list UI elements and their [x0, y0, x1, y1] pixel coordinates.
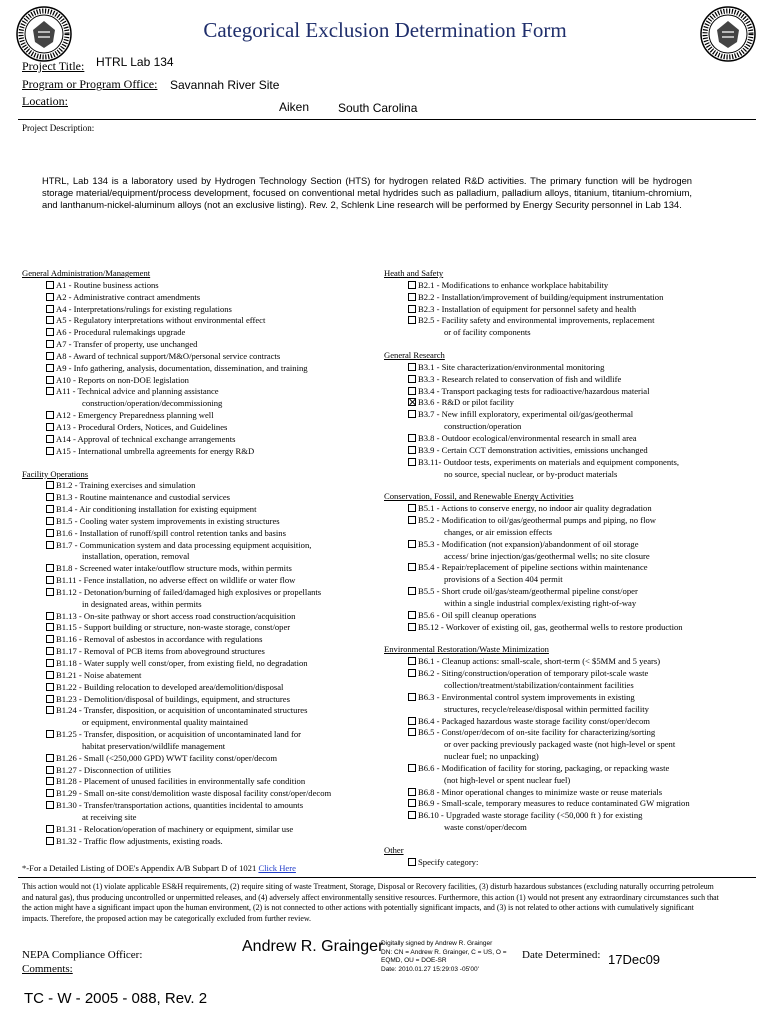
- checkbox-item-b2-3[interactable]: [384, 304, 690, 316]
- checkbox-icon[interactable]: [46, 683, 54, 691]
- checkbox-item-b1-15[interactable]: [22, 622, 331, 634]
- digital-sig-line: EQMD, OU = DOE-SR: [381, 957, 447, 965]
- checkbox-item-b5-1[interactable]: [384, 503, 690, 515]
- checkbox-label: B5.12 - Workover of existing oil, gas, geothermal wells to restore production: [418, 621, 683, 632]
- checkbox-icon[interactable]: [408, 516, 416, 524]
- checkbox-icon[interactable]: [408, 540, 416, 548]
- project-description-label: Project Description:: [22, 123, 95, 133]
- checkbox-icon[interactable]: [408, 458, 416, 466]
- checkbox-label: B3.9 - Certain CCT demonstration activities, emissions unchanged: [418, 444, 648, 455]
- digital-sig-line: Date: 2010.01.27 15:29:03 -05'00': [381, 965, 479, 973]
- checkbox-label: B3.3 - Research related to conservation of fish and wildlife: [418, 373, 622, 384]
- checkbox-item-b1-18[interactable]: [22, 658, 331, 670]
- checkbox-item-b1-32[interactable]: [22, 836, 331, 848]
- digital-sig-line: Digitally signed by Andrew R. Grainger: [381, 940, 493, 947]
- checkbox-icon[interactable]: [46, 777, 54, 785]
- checkbox-label-continuation: habitat preservation/wildlife management: [82, 740, 226, 751]
- checkbox-item-b6-10[interactable]: [384, 810, 690, 822]
- checkbox-icon[interactable]: [408, 563, 416, 571]
- checkbox-icon[interactable]: [46, 481, 54, 489]
- checkbox-item-b3-9[interactable]: [384, 445, 690, 457]
- checkbox-label: B1.5 - Cooling water system improvements in existing structures: [56, 515, 280, 526]
- general-research-list: [384, 362, 690, 480]
- checkbox-icon[interactable]: [46, 281, 54, 289]
- facility-operations-list: [22, 480, 331, 847]
- checkbox-item-b6-1[interactable]: [384, 656, 690, 668]
- checkbox-label: A1 - Routine business actions: [56, 279, 159, 290]
- checkbox-label: B1.29 - Small on-site const/demolition waste disposal facility const/oper/decom: [56, 788, 332, 799]
- checkbox-label-continuation: installation, operation, removal: [82, 551, 190, 562]
- date-determined-value[interactable]: 17Dec09: [608, 952, 661, 967]
- checkbox-icon[interactable]: [46, 493, 54, 501]
- section-heading-other: Other: [384, 844, 404, 855]
- checkbox-label: B3.11- Outdoor tests, experiments on materials and equipment components,: [418, 456, 680, 467]
- checkbox-label-continuation: nuclear fuel; no unpacking): [444, 751, 539, 762]
- checkbox-item-b1-4[interactable]: [22, 504, 331, 516]
- comments-label: Comments:: [22, 963, 73, 975]
- checkbox-icon[interactable]: [46, 529, 54, 537]
- checkbox-icon[interactable]: [408, 611, 416, 619]
- checkbox-label: B3.1 - Site characterization/environmental monitoring: [418, 361, 605, 372]
- checkbox-item-b1-7[interactable]: [22, 540, 331, 552]
- checkbox-label-continuation: provisions of a Section 404 permit: [444, 574, 563, 585]
- checkbox-label: B6.4 - Packaged hazardous waste storage facility const/oper/decom: [418, 715, 650, 726]
- checkbox-icon[interactable]: [408, 811, 416, 819]
- checkbox-label: B1.3 - Routine maintenance and custodial services: [56, 492, 230, 503]
- checkbox-icon[interactable]: [46, 588, 54, 596]
- checkbox-item-b3-6[interactable]: [384, 397, 690, 409]
- checkbox-icon[interactable]: [46, 352, 54, 360]
- checkbox-label: A14 - Approval of technical exchange arrangements: [56, 433, 236, 444]
- checkbox-item-b1-13[interactable]: [22, 611, 331, 623]
- checkbox-label: B5.4 - Repair/replacement of pipeline sections within maintenance: [418, 562, 648, 573]
- checkbox-item-b6-6[interactable]: [384, 763, 690, 775]
- checkbox-item-b6-3[interactable]: [384, 692, 690, 704]
- checkbox-label: B1.25 - Transfer, disposition, or acquisition of uncontaminated land for: [56, 729, 302, 740]
- section-heading-general-administration: General Administration/Management: [22, 268, 151, 278]
- checkbox-label-continuation: or equipment, environmental quality maintained: [82, 717, 248, 728]
- checkbox-icon[interactable]: [46, 517, 54, 525]
- checkbox-item-b3-8[interactable]: [384, 433, 690, 445]
- checkbox-item-b6-9[interactable]: [384, 798, 690, 810]
- program-label: Program or Program Office:: [22, 77, 158, 91]
- checkbox-icon[interactable]: [46, 411, 54, 419]
- checkbox-item-b1-12[interactable]: [22, 587, 331, 599]
- checkbox-item-a7[interactable]: [22, 339, 331, 351]
- checkbox-item-b1-27[interactable]: [22, 765, 331, 777]
- checkbox-label: A5 - Regulatory interpretations without environmental effect: [56, 315, 266, 326]
- section-heading-environmental-restoration: Environmental Restoration/Waste Minimization: [384, 644, 549, 655]
- footnote-text: *-For a Detailed Listing of DOE's Appendix A/B Subpart D of 1021: [22, 863, 257, 873]
- checkbox-icon[interactable]: [46, 364, 54, 372]
- checkbox-label-continuation: access/ brine injection/gas/geothermal wells; no site closure: [444, 550, 650, 561]
- checkbox-label: B1.24 - Transfer, disposition, or acquisition of uncontaminated structures: [56, 705, 308, 716]
- checkbox-icon[interactable]: [46, 837, 54, 845]
- checkbox-item-a4[interactable]: [22, 304, 331, 316]
- checkbox-label: B1.28 - Placement of unused facilities in environmentally safe condition: [56, 776, 306, 787]
- checkbox-label: B6.2 - Siting/construction/operation of temporary pilot-scale waste: [418, 668, 649, 679]
- checkbox-label: A9 - Info gathering, analysis, documentation, dissemination, and training: [56, 362, 308, 373]
- checkbox-label-continuation: or of facility components: [444, 327, 531, 338]
- checkbox-icon[interactable]: [408, 387, 416, 395]
- environmental-restoration-list: [384, 656, 690, 834]
- checkbox-label: A2 - Administrative contract amendments: [56, 291, 201, 302]
- section-heading-conservation: Conservation, Fossil, and Renewable Energy Activities: [384, 491, 574, 502]
- checkbox-item-b1-26[interactable]: [22, 753, 331, 765]
- checkbox-item-b3-7[interactable]: [384, 409, 690, 421]
- checkbox-label-continuation: (not high-level or spent nuclear fuel): [444, 774, 571, 785]
- checkbox-item-a1[interactable]: [22, 280, 331, 292]
- checkbox-icon[interactable]: [46, 316, 54, 324]
- checkbox-item-b1-3[interactable]: [22, 492, 331, 504]
- checkbox-icon[interactable]: [408, 410, 416, 418]
- checkbox-label: B6.3 - Environmental control system improvements in existing: [418, 691, 635, 702]
- checkbox-item-b1-16[interactable]: [22, 634, 331, 646]
- checkbox-item-b2-5[interactable]: [384, 315, 690, 327]
- checkbox-label: B3.7 - New infill exploratory, experimental oil/gas/geothermal: [418, 409, 634, 420]
- checkbox-label: B1.31 - Relocation/operation of machinery or equipment, similar use: [56, 823, 294, 834]
- checkbox-item-b1-30[interactable]: [22, 800, 331, 812]
- checkbox-label-continuation: within a single industrial complex/existing right-of-way: [444, 597, 637, 608]
- checkbox-item-a14[interactable]: [22, 434, 331, 446]
- checkbox-item-b6-5[interactable]: [384, 727, 690, 739]
- project-title-label: Project Title:: [22, 59, 85, 73]
- checkbox-item-b1-2[interactable]: [22, 480, 331, 492]
- checkbox-label: A6 - Procedural rulemakings upgrade: [56, 327, 186, 338]
- checkbox-label: B1.21 - Noise abatement: [56, 669, 142, 680]
- checkbox-label: B3.8 - Outdoor ecological/environmental research in small area: [418, 432, 637, 443]
- checkbox-label: B5.3 - Modification (not expansion)/abandonment of oil storage: [418, 538, 639, 549]
- checkbox-item-a6[interactable]: [22, 327, 331, 339]
- checkbox-item-b1-8[interactable]: [22, 563, 331, 575]
- checkbox-icon[interactable]: [408, 788, 416, 796]
- checkbox-label: B1.30 - Transfer/transportation actions, quantities incidental to amounts: [56, 800, 304, 811]
- project-description[interactable]: HTRL, Lab 134 is a laboratory used by Hydrogen Technology Section (HTS) for hydrogen related R&D activities. The primary function will be hydrogen storage material/equipment/process development, focused on conventional metal hydrides such as palladium, palladium alloys, titanium, titanium-chromium, and lanthanum-nickel-aluminum alloys (not an exclusive listing). Rev. 2, Schlenk Line research will be performed by Energy Security personnel in Lab 134.: [42, 175, 692, 210]
- digital-sig-line: DN: CN = Andrew R. Grainger, C = US, O =: [381, 948, 507, 956]
- checkbox-icon[interactable]: [46, 387, 54, 395]
- checkbox-icon[interactable]: [46, 340, 54, 348]
- checkbox-icon[interactable]: [46, 647, 54, 655]
- checkbox-label: B1.27 - Disconnection of utilities: [56, 764, 171, 775]
- checkbox-icon[interactable]: [46, 695, 54, 703]
- left-column: [22, 268, 331, 848]
- checkbox-label: B1.15 - Support building or structure, non-waste storage, const/oper: [56, 622, 291, 633]
- checked-checkbox-icon[interactable]: [408, 398, 416, 406]
- checkbox-icon[interactable]: [408, 434, 416, 442]
- checkbox-label: B1.23 - Demolition/disposal of buildings, equipment, and structures: [56, 693, 290, 704]
- checkbox-label: B1.11 - Fence installation, no adverse effect on wildlife or water flow: [56, 575, 296, 586]
- checkbox-icon[interactable]: [46, 541, 54, 549]
- checkbox-icon[interactable]: [46, 623, 54, 631]
- checkbox-item-b1-31[interactable]: [22, 824, 331, 836]
- checkbox-label: B1.4 - Air conditioning installation for existing equipment: [56, 504, 257, 515]
- checkbox-icon[interactable]: [408, 717, 416, 725]
- checkbox-icon[interactable]: [408, 764, 416, 772]
- checkbox-item-b2-1[interactable]: [384, 280, 690, 292]
- checkbox-label: B5.6 - Oil spill cleanup operations: [418, 609, 537, 620]
- health-safety-list: [384, 280, 690, 339]
- checkbox-icon[interactable]: [46, 423, 54, 431]
- checkbox-label: A15 - International umbrella agreements for energy R&D: [56, 445, 255, 456]
- checkbox-label: B6.8 - Minor operational changes to minimize waste or reuse materials: [418, 786, 663, 797]
- checkbox-label: B5.1 - Actions to conserve energy, no indoor air quality degradation: [418, 503, 652, 514]
- checkbox-item-b1-24[interactable]: [22, 705, 331, 717]
- checkbox-item-b3-4[interactable]: [384, 386, 690, 398]
- checkbox-item-b2-2[interactable]: [384, 292, 690, 304]
- checkbox-label-continuation: no source, special nuclear, or by-product materials: [444, 468, 618, 479]
- checkbox-item-b1-29[interactable]: [22, 788, 331, 800]
- checkbox-label: A4 - Interpretations/rulings for existing regulations: [56, 303, 232, 314]
- checkbox-item-b1-11[interactable]: [22, 575, 331, 587]
- checkbox-item-b5-4[interactable]: [384, 562, 690, 574]
- checkbox-label: B5.5 - Short crude oil/gas/steam/geothermal pipeline const/oper: [418, 586, 638, 597]
- checkbox-icon[interactable]: [46, 328, 54, 336]
- checkbox-label: B2.3 - Installation of equipment for personnel safety and health: [418, 303, 637, 314]
- checkbox-icon[interactable]: [408, 316, 416, 324]
- document-id: TC - W - 2005 - 088, Rev. 2: [24, 990, 208, 1007]
- checkbox-label-continuation: collection/treatment/stabilization/containment facilities: [444, 680, 634, 690]
- checkbox-icon[interactable]: [46, 825, 54, 833]
- checkbox-label: B2.5 - Facility safety and environmental improvements, replacement: [418, 315, 655, 326]
- footer-divider: [18, 877, 756, 878]
- checkbox-item-b1-23[interactable]: [22, 694, 331, 706]
- location-state[interactable]: South Carolina: [338, 101, 418, 115]
- checkbox-label: B1.22 - Building relocation to developed area/demolition/disposal: [56, 681, 284, 692]
- checkbox-item-a8[interactable]: [22, 351, 331, 363]
- checkbox-label: B1.7 - Communication system and data processing equipment acquisition,: [56, 539, 312, 550]
- checkbox-icon[interactable]: [46, 801, 54, 809]
- form-title: Categorical Exclusion Determination Form: [203, 18, 567, 42]
- checkbox-item-a2[interactable]: [22, 292, 331, 304]
- checkbox-item-b1-17[interactable]: [22, 646, 331, 658]
- checkbox-item-a13[interactable]: [22, 422, 331, 434]
- checkbox-label: B3.4 - Transport packaging tests for radioactive/hazardous material: [418, 385, 650, 396]
- checkbox-label: B1.17 - Removal of PCB items from aboveground structures: [56, 646, 265, 657]
- checkbox-label-continuation: or over packing previously packaged waste (not high-level or spent: [444, 739, 676, 750]
- checkbox-icon[interactable]: [408, 587, 416, 595]
- checkbox-icon[interactable]: [408, 799, 416, 807]
- checkbox-item-a5[interactable]: [22, 315, 331, 327]
- checkbox-label-continuation: changes, or air emission effects: [444, 526, 552, 537]
- checkbox-icon[interactable]: [46, 576, 54, 584]
- checkbox-label: B1.2 - Training exercises and simulation: [56, 480, 196, 491]
- checkbox-label: B1.8 - Screened water intake/outflow structure mods, within permits: [56, 563, 292, 574]
- location-city[interactable]: Aiken: [279, 100, 310, 114]
- checkbox-item-b3-11-outdoor-tests-experiments-on-materials-and-equipment-components[interactable]: [384, 457, 690, 469]
- checkbox-label: A12 - Emergency Preparedness planning well: [56, 410, 214, 421]
- checkbox-item-b1-25[interactable]: [22, 729, 331, 741]
- checkbox-icon[interactable]: [408, 693, 416, 701]
- checkbox-item-a11[interactable]: [22, 386, 331, 398]
- checkbox-label-continuation: waste const/oper/decom: [444, 822, 527, 833]
- digital-signature-block: [381, 940, 507, 974]
- checkbox-label: B5.2 - Modification to oil/gas/geothermal pumps and piping, no flow: [418, 515, 656, 526]
- checkbox-item-b5-6[interactable]: [384, 610, 690, 622]
- checkbox-label: A8 - Award of technical support/M&O/personal service contracts: [56, 350, 281, 361]
- checkbox-icon[interactable]: [46, 376, 54, 384]
- checkbox-label-continuation: at receiving site: [82, 811, 137, 822]
- checkbox-icon[interactable]: [408, 305, 416, 313]
- checkbox-label-continuation: in designated areas, within permits: [82, 598, 202, 609]
- checkbox-label: B6.5 - Const/oper/decom of on-site facility for characterizing/sorting: [418, 727, 656, 738]
- checkbox-label: B1.16 - Removal of asbestos in accordance with regulations: [56, 634, 263, 645]
- checkbox-label: B6.1 - Cleanup actions: small-scale, short-term (< $5MM and 5 years): [418, 656, 661, 667]
- checkbox-label: A7 - Transfer of property, use unchanged: [56, 339, 198, 350]
- checkbox-icon[interactable]: [408, 728, 416, 736]
- checkbox-item-b6-4[interactable]: [384, 716, 690, 728]
- checkbox-icon[interactable]: [46, 706, 54, 714]
- checkbox-item-b5-12[interactable]: [384, 622, 690, 634]
- general-administration-list: [22, 280, 331, 458]
- statement-text: This action would not (1) violate applicable ES&H requirements, (2) require siting of waste Treatment, Storage, Disposal or Recovery facilities, (3) disturb hazardous substances (excluding naturally occurring petroleum and natural gas), thus producing uncontrolled or unpermitted releases, and (4) adversely affect environmentally sensitive resources. Furthermore, this action (1) would not present any extraordinary circumstances such that the action might have a significant impact upon the human environment, (2) is not connected to other actions with potentially significant impacts, and (3) is not related to other actions with cumulatively significant impacts. Therefore, the proposed action may be categorically excluded from further review.: [22, 882, 719, 923]
- checkbox-icon[interactable]: [408, 293, 416, 301]
- checkbox-label: A10 - Reports on non-DOE legislation: [56, 374, 189, 385]
- checkbox-icon[interactable]: [46, 305, 54, 313]
- checkbox-item-a12[interactable]: [22, 410, 331, 422]
- checkbox-item-b5-2[interactable]: [384, 515, 690, 527]
- checkbox-icon[interactable]: [408, 504, 416, 512]
- checkbox-label: B2.1 - Modifications to enhance workplace habitability: [418, 279, 609, 290]
- checkbox-label: B1.26 - Small (<250,000 GPD) WWT facility const/oper/decom: [56, 752, 278, 763]
- checkbox-item-a9[interactable]: [22, 363, 331, 375]
- conservation-list: [384, 503, 690, 633]
- checkbox-item-b6-8[interactable]: [384, 787, 690, 799]
- checkbox-label: B6.9 - Small-scale, temporary measures to reduce contaminated GW migration: [418, 798, 690, 809]
- checkbox-label-continuation: structures, recycle/release/disposal within permitted facility: [444, 703, 649, 714]
- checkbox-item-a15[interactable]: [22, 446, 331, 458]
- checkbox-item-b1-22[interactable]: [22, 682, 331, 694]
- checkbox-label: B2.2 - Installation/improvement of building/equipment instrumentation: [418, 291, 664, 302]
- checkbox-label: A11 - Technical advice and planning assistance: [56, 386, 219, 397]
- program-value[interactable]: Savannah River Site: [170, 78, 280, 92]
- checkbox-icon[interactable]: [46, 754, 54, 762]
- checkbox-label: B6.6 - Modification of facility for storing, packaging, or repacking waste: [418, 762, 670, 773]
- checkbox-icon[interactable]: [46, 730, 54, 738]
- checkbox-label-continuation: construction/operation/decommissioning: [82, 398, 223, 409]
- checkbox-label: B1.18 - Water supply well const/oper, from existing field, no degradation: [56, 658, 308, 668]
- checkbox-item-b3-3[interactable]: [384, 374, 690, 386]
- checkbox-icon[interactable]: [46, 564, 54, 572]
- checkbox-icon[interactable]: [46, 612, 54, 620]
- right-column: [384, 268, 690, 869]
- checkbox-item-b5-5[interactable]: [384, 586, 690, 598]
- footnote: [22, 863, 722, 875]
- checkbox-item-b3-1[interactable]: [384, 362, 690, 374]
- checkbox-icon[interactable]: [408, 669, 416, 677]
- checkbox-item-b1-5[interactable]: [22, 516, 331, 528]
- project-title-value[interactable]: HTRL Lab 134: [96, 55, 174, 69]
- checkbox-icon[interactable]: [408, 657, 416, 665]
- checkbox-icon[interactable]: [408, 623, 416, 631]
- checkbox-label: B1.13 - On-site pathway or short access road construction/acquisition: [56, 610, 296, 621]
- checkbox-item-b1-6[interactable]: [22, 528, 331, 540]
- checkbox-icon[interactable]: [408, 363, 416, 371]
- checkbox-item-b1-21[interactable]: [22, 670, 331, 682]
- checkbox-label: B3.6 - R&D or pilot facility: [418, 397, 514, 408]
- date-determined-label: Date Determined:: [522, 949, 601, 961]
- section-heading-general-research: General Research: [384, 350, 445, 361]
- checkbox-icon[interactable]: [408, 281, 416, 289]
- checkbox-icon[interactable]: [46, 435, 54, 443]
- click-here-link[interactable]: Click Here: [258, 863, 296, 873]
- checkbox-label-continuation: construction/operation: [444, 421, 522, 432]
- checkbox-item-a10[interactable]: [22, 375, 331, 387]
- checkbox-icon[interactable]: [46, 766, 54, 774]
- checkbox-label: B1.6 - Installation of runoff/spill control retention tanks and basins: [56, 527, 286, 538]
- nepa-officer-label: NEPA Compliance Officer:: [22, 949, 143, 961]
- checkbox-icon[interactable]: [46, 447, 54, 455]
- checkbox-icon[interactable]: [46, 671, 54, 679]
- checkbox-icon[interactable]: [46, 659, 54, 667]
- checkbox-item-b6-2[interactable]: [384, 668, 690, 680]
- signature-name: Andrew R. Grainger: [242, 938, 384, 955]
- checkbox-label: B1.32 - Traffic flow adjustments, existing roads.: [56, 835, 223, 846]
- checkbox-item-b5-3[interactable]: [384, 539, 690, 551]
- section-heading-health-safety: Heath and Safety: [384, 268, 444, 278]
- checkbox-icon[interactable]: [46, 293, 54, 301]
- checkbox-label: A13 - Procedural Orders, Notices, and Guidelines: [56, 421, 228, 432]
- location-label: Location:: [22, 94, 68, 108]
- checkbox-label: Specify category:: [418, 856, 479, 867]
- header-divider: [18, 119, 756, 120]
- checkbox-icon[interactable]: [46, 789, 54, 797]
- checkbox-item-b1-28[interactable]: [22, 776, 331, 788]
- checkbox-icon[interactable]: [46, 635, 54, 643]
- checkbox-icon[interactable]: [408, 375, 416, 383]
- section-heading-facility-operations: Facility Operations: [22, 468, 89, 479]
- checkbox-label: B1.12 - Detonation/burning of failed/damaged high explosives or propellants: [56, 586, 322, 597]
- checkbox-icon[interactable]: [408, 446, 416, 454]
- checkbox-icon[interactable]: [46, 505, 54, 513]
- checkbox-label: B6.10 - Upgraded waste storage facility (<50,000 ft ) for existing: [418, 810, 643, 821]
